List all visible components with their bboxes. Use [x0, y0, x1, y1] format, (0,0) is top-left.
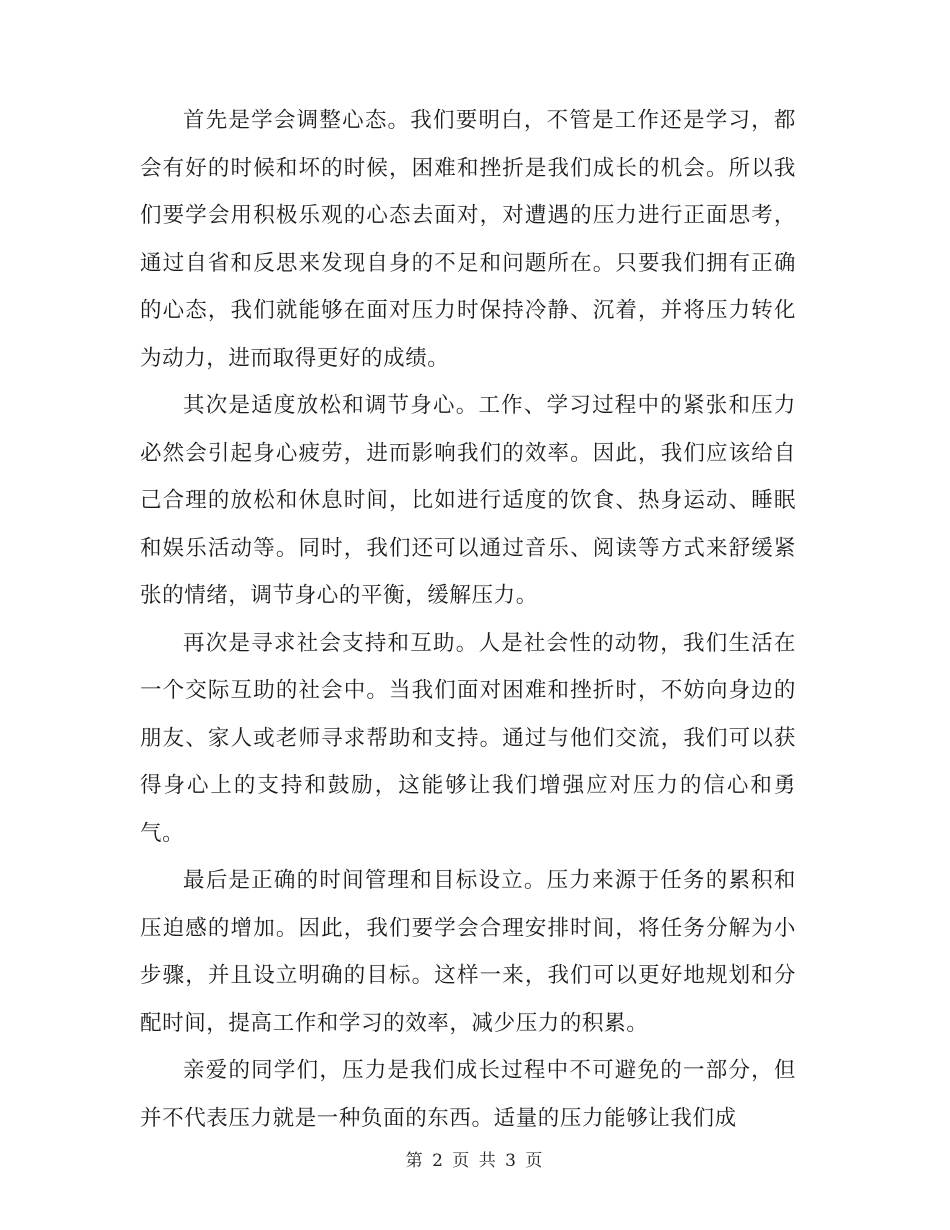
paragraph-closing: 亲爱的同学们，压力是我们成长过程中不可避免的一部分，但并不代表压力就是一种负面的东西。适量的压力能够让我们成 — [140, 1058, 796, 1131]
paragraph-relax-body-mind: 其次是适度放松和调节身心。工作、学习过程中的紧张和压力必然会引起身心疲劳，进而影响我们的效率。因此，我们应该给自己合理的放松和休息时间，比如进行适度的饮食、热身运动、睡眠和娱乐活动等。同时，我们还可以通过音乐、阅读等方式来舒缓紧张的情绪，调节身心的平衡，缓解压力。 — [140, 393, 796, 608]
paragraph-social-support: 再次是寻求社会支持和互助。人是社会性的动物，我们生活在一个交际互助的社会中。当我们面对困难和挫折时，不妨向身边的朋友、家人或老师寻求帮助和支持。通过与他们交流，我们可以获得身心上的支持和鼓励，这能够让我们增强应对压力的信心和勇气。 — [140, 630, 796, 846]
paragraph-adjust-mindset: 首先是学会调整心态。我们要明白，不管是工作还是学习，都会有好的时候和坏的时候，困难和挫折是我们成长的机会。所以我们要学会用积极乐观的心态去面对，对遭遇的压力进行正面思考，通过自省和反思来发现自身的不足和问题所在。只要我们拥有正确的心态，我们就能够在面对压力时保持冷静、沉着，并将压力转化为动力，进而取得更好的成绩。 — [140, 108, 796, 371]
paragraph-time-management: 最后是正确的时间管理和目标设立。压力来源于任务的累积和压迫感的增加。因此，我们要学会合理安排时间，将任务分解为小步骤，并且设立明确的目标。这样一来，我们可以更好地规划和分配时间，提高工作和学习的效率，减少压力的积累。 — [140, 868, 796, 1036]
document-body — [140, 97, 796, 1142]
page-number-footer: 第 2 页 共 3 页 — [405, 1151, 545, 1171]
